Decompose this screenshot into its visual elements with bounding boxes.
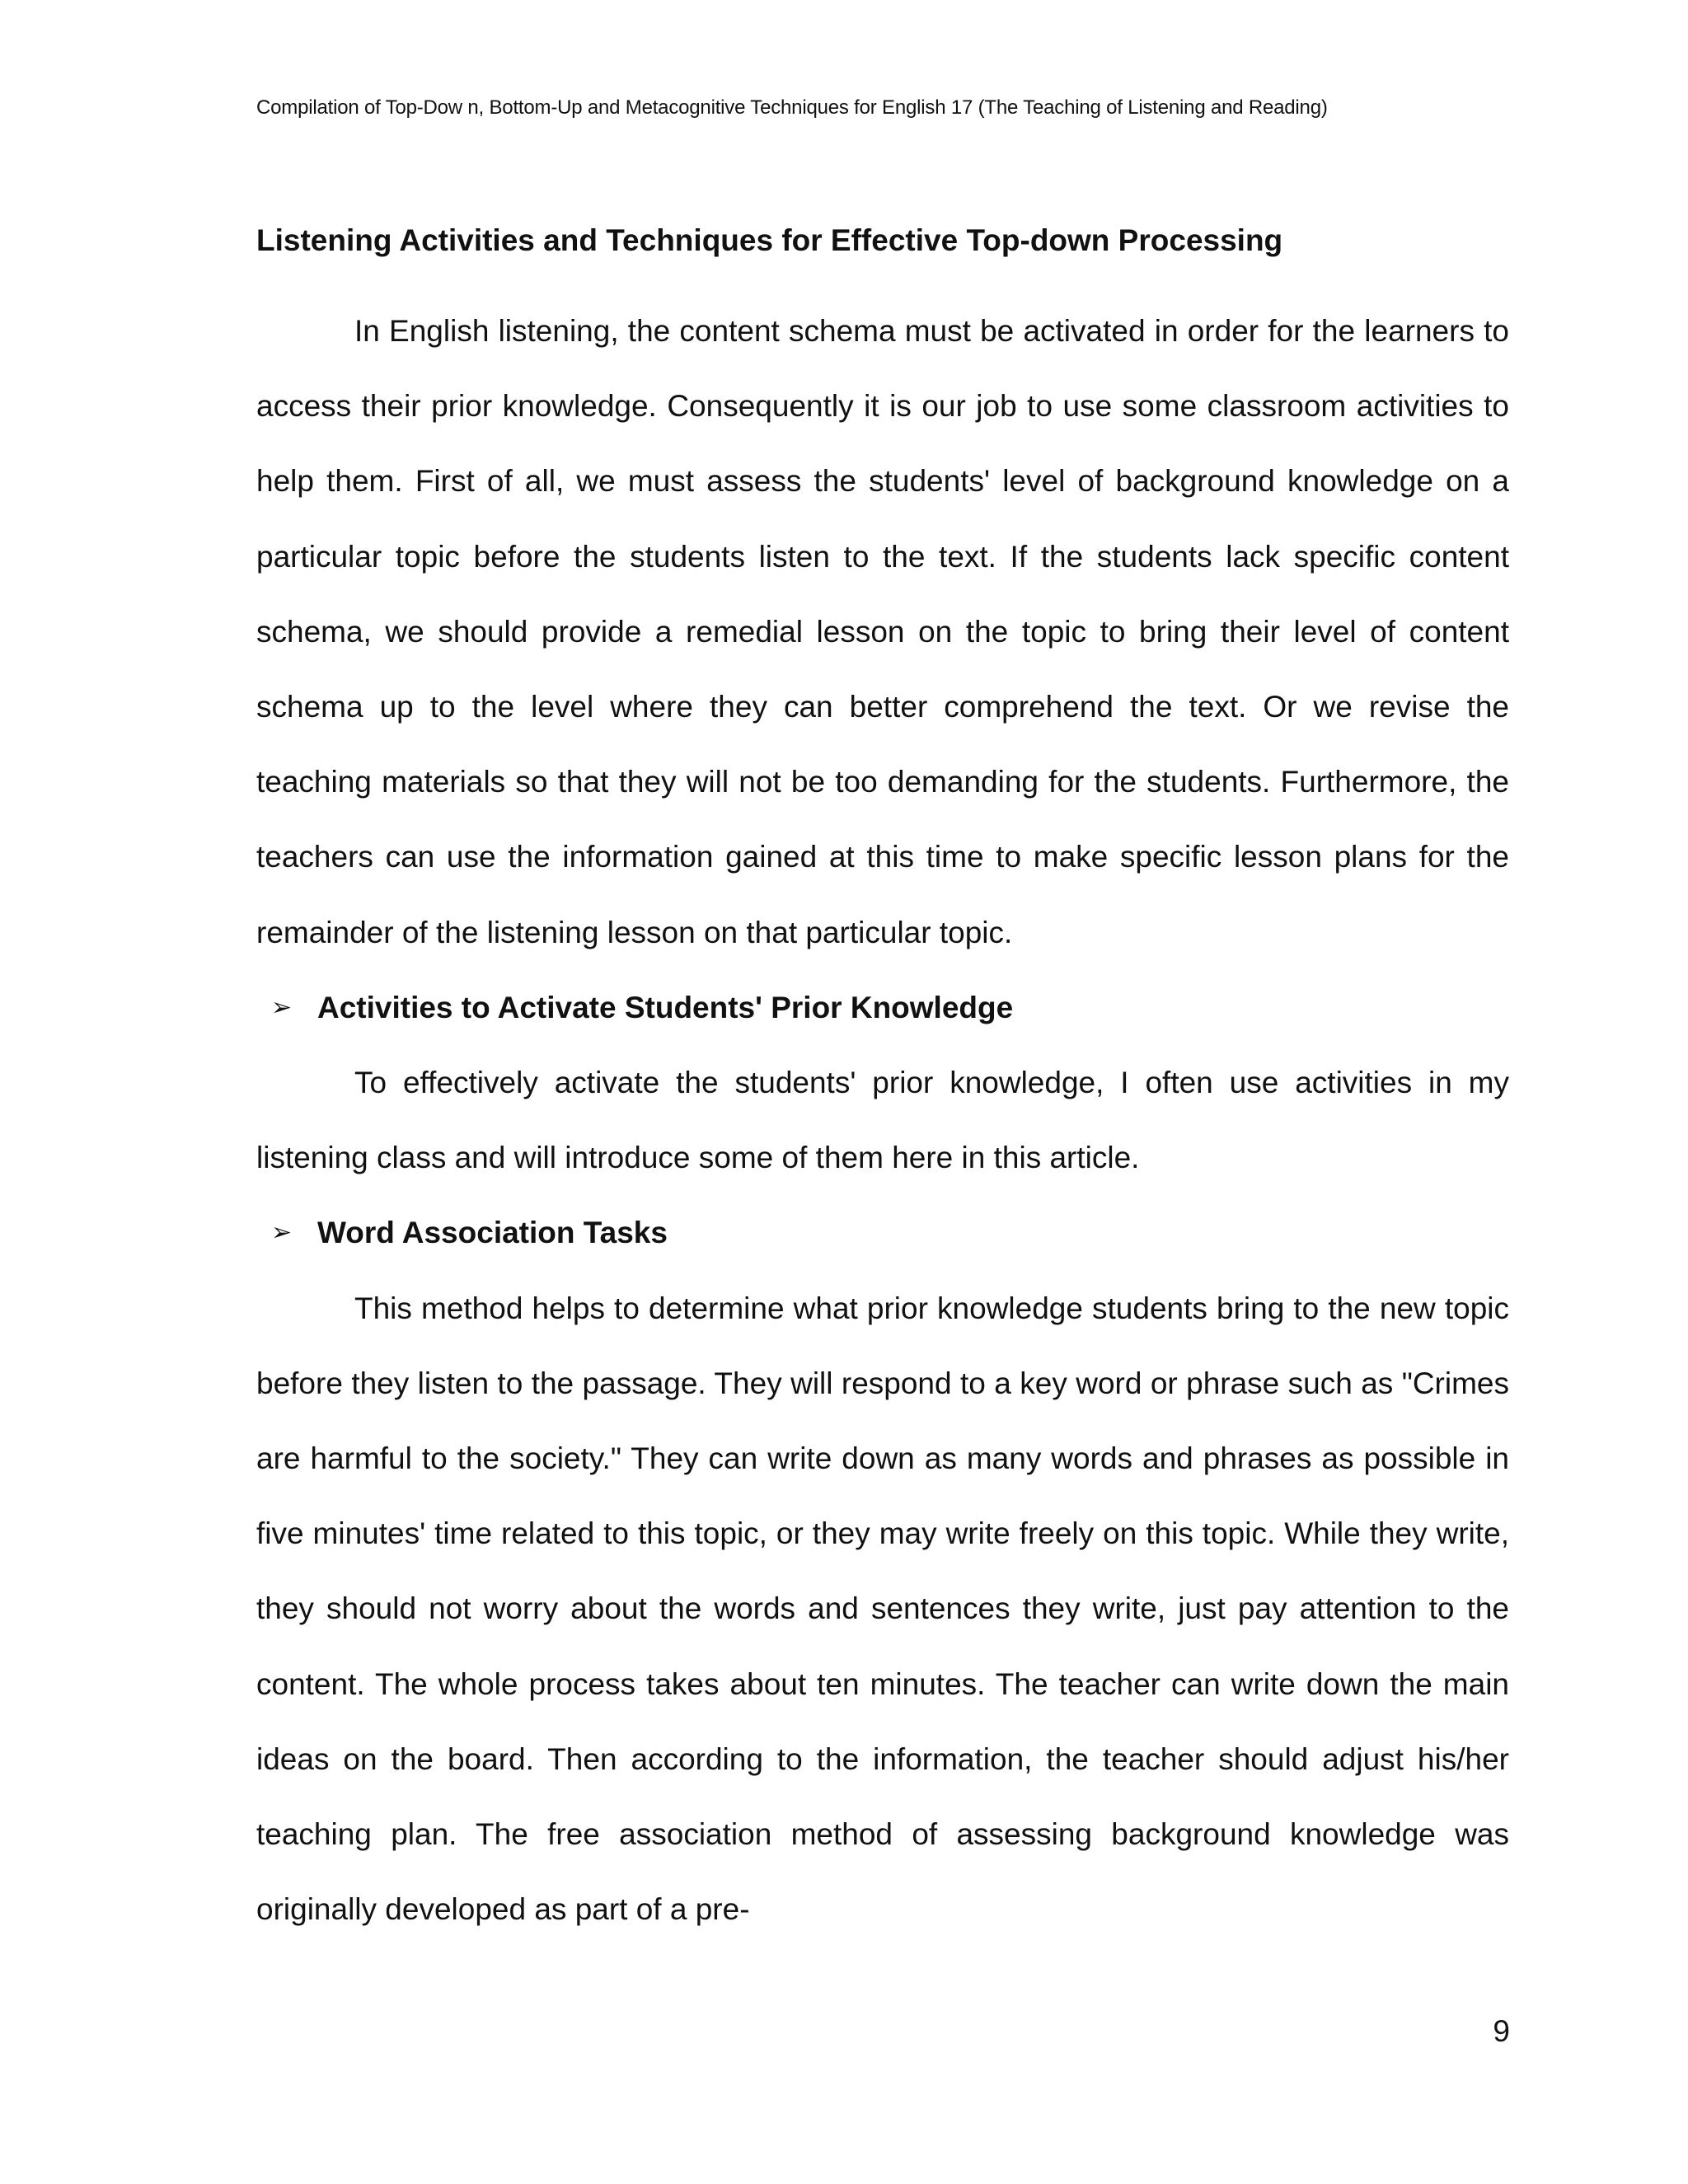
page-number: 9 xyxy=(1493,2014,1510,2048)
bullet-heading-label: Word Association Tasks xyxy=(317,1216,668,1250)
bullet-heading-label: Activities to Activate Students' Prior Knowledge xyxy=(317,990,1014,1024)
arrow-bullet-icon: ➢ xyxy=(271,1219,293,1247)
document-body xyxy=(256,218,1509,1947)
paragraph-activities: To effectively activate the students' prior knowledge, I often use activities in my listening class and will introduce some of them here in this article. xyxy=(256,1066,1509,1175)
paragraph-word-association: This method helps to determine what prior knowledge students bring to the new topic before they listen to the passage. They will respond to a key word or phrase such as "Crimes are harmful to the society." They can write down as many words and phrases as possible in five minutes' time related to this topic, or they may write freely on this topic. While they write, they should not worry about the words and sentences they write, just pay attention to the content. The whole process takes about ten minutes. The teacher can write down the main ideas on the board. Then according to the information, the teacher should adjust his/her teaching plan. The free association method of assessing background knowledge was originally developed as part of a pre- xyxy=(256,1291,1509,1927)
bullet-heading-word-association xyxy=(256,1195,1509,1270)
bullet-heading-activities xyxy=(256,970,1509,1045)
paragraph-intro: In English listening, the content schema must be activated in order for the learners to access their prior knowledge. Consequently it is our job to use some classroom activities to help them. First of all, we must assess the students' level of background knowledge on a particular topic before the students listen to the text. If the students lack specific content schema, we should provide a remedial lesson on the topic to bring their level of content schema up to the level where they can better comprehend the text. Or we revise the teaching materials so that they will not be too demanding for the students. Furthermore, the teachers can use the information gained at this time to make specific lesson plans for the remainder of the listening lesson on that particular topic. xyxy=(256,314,1509,949)
running-header: Compilation of Top-Dow n, Bottom-Up and Metacognitive Techniques for English 17 (The Teaching of Listening and Reading) xyxy=(256,96,1328,119)
section-heading: Listening Activities and Techniques for Effective Top-down Processing xyxy=(256,223,1283,257)
arrow-bullet-icon: ➢ xyxy=(271,993,293,1021)
